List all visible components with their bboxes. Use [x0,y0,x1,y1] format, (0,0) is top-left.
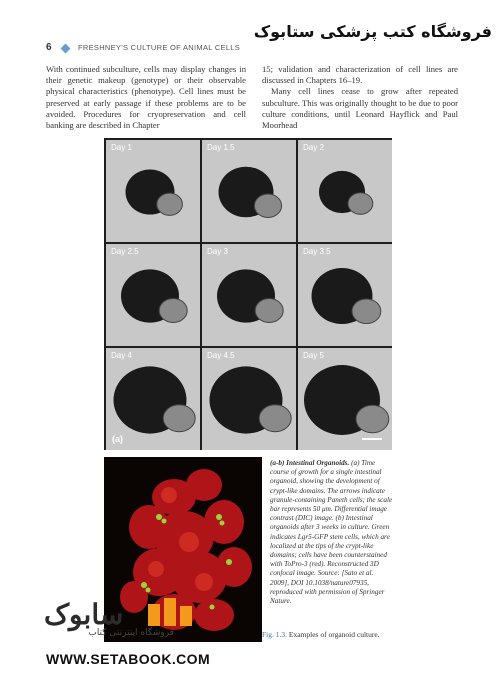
figure-reference: Fig. 1.3. [262,630,288,639]
caption-title: (a-b) Intestinal Organoids. [270,459,350,467]
day-label: Day 4 [111,351,132,360]
diamond-icon [61,44,71,54]
organoid-panel [202,348,296,450]
organoid-panel [202,244,296,346]
store-banner: فروشگاه کتب پزشکی ستابوک [253,22,492,41]
figure-caption-line [262,630,380,639]
organoid-panel [298,140,392,242]
organoid-timecourse-figure [104,138,392,450]
paragraph: 15; validation and characterization of cell lines are discussed in Chapters 16–19. [262,64,458,86]
organoid-image [298,140,392,242]
organoid-panel [106,244,200,346]
day-label: Day 1 [111,143,132,152]
setabook-logo [36,594,206,650]
paragraph: With continued subculture, cells may display changes in their genetic makeup (genotype) or their observable physical characteristics (phenotype). Cell lines must be preserved at early passage if these problems are to be avoided. Procedures for cryopreservation and cell banking are described in Chapter [46,64,246,131]
organoid-image [202,244,296,346]
organoid-image [202,348,296,450]
store-tagline: فروشگاه اینترنتی کتاب [88,628,174,638]
day-label: Day 5 [303,351,324,360]
day-label: Day 2 [303,143,324,152]
day-label: Day 3.5 [303,247,331,256]
organoid-image [106,244,200,346]
organoid-panel [106,140,200,242]
organoid-panel [202,140,296,242]
body-column-right [262,64,458,131]
scale-bar [362,438,382,440]
figure-panel-label: (a) [112,434,123,444]
organoid-panel [298,348,392,450]
running-head: FRESHNEY'S CULTURE OF ANIMAL CELLS [78,43,241,52]
day-label: Day 4.5 [207,351,235,360]
paragraph: Many cell lines cease to grow after repeated subculture. This was originally thought to be due to poor culture conditions, until Leonard Hayflick and Paul Moorhead [262,86,458,131]
caption-text: (a) Time course of growth for a single intestinal organoid, showing the development of crypt-like domains. The arrows indicate granule-containing Paneth cells; the scale bar represents 50 μm. Differential image contrast (DIC) image. (b) Intestinal organoids after 3 weeks in culture. Green indicates Lgr5-GFP stem cells, which are localized at the tips of the crypt-like domains; cells have been counterstained with ToPro-3 (red). Reconstructed 3D confocal image. Source: [Sato et al. 2009], DOI 10.1038/nature07935, reproduced with permission of Springer Nature. [270,459,393,606]
day-label: Day 3 [207,247,228,256]
page-number: 6 [46,42,52,53]
body-column-left [46,64,246,131]
figure-caption-panel [270,459,394,606]
day-label: Day 2.5 [111,247,139,256]
svg-text:سابوک: سابوک [44,599,124,630]
organoid-image [298,244,392,346]
organoid-image [298,348,392,450]
organoid-image [106,140,200,242]
organoid-panel [298,244,392,346]
day-label: Day 1.5 [207,143,235,152]
store-url: WWW.SETABOOK.COM [46,651,211,667]
organoid-image [202,140,296,242]
figure-caption-text: Examples of organoid culture. [288,630,380,639]
